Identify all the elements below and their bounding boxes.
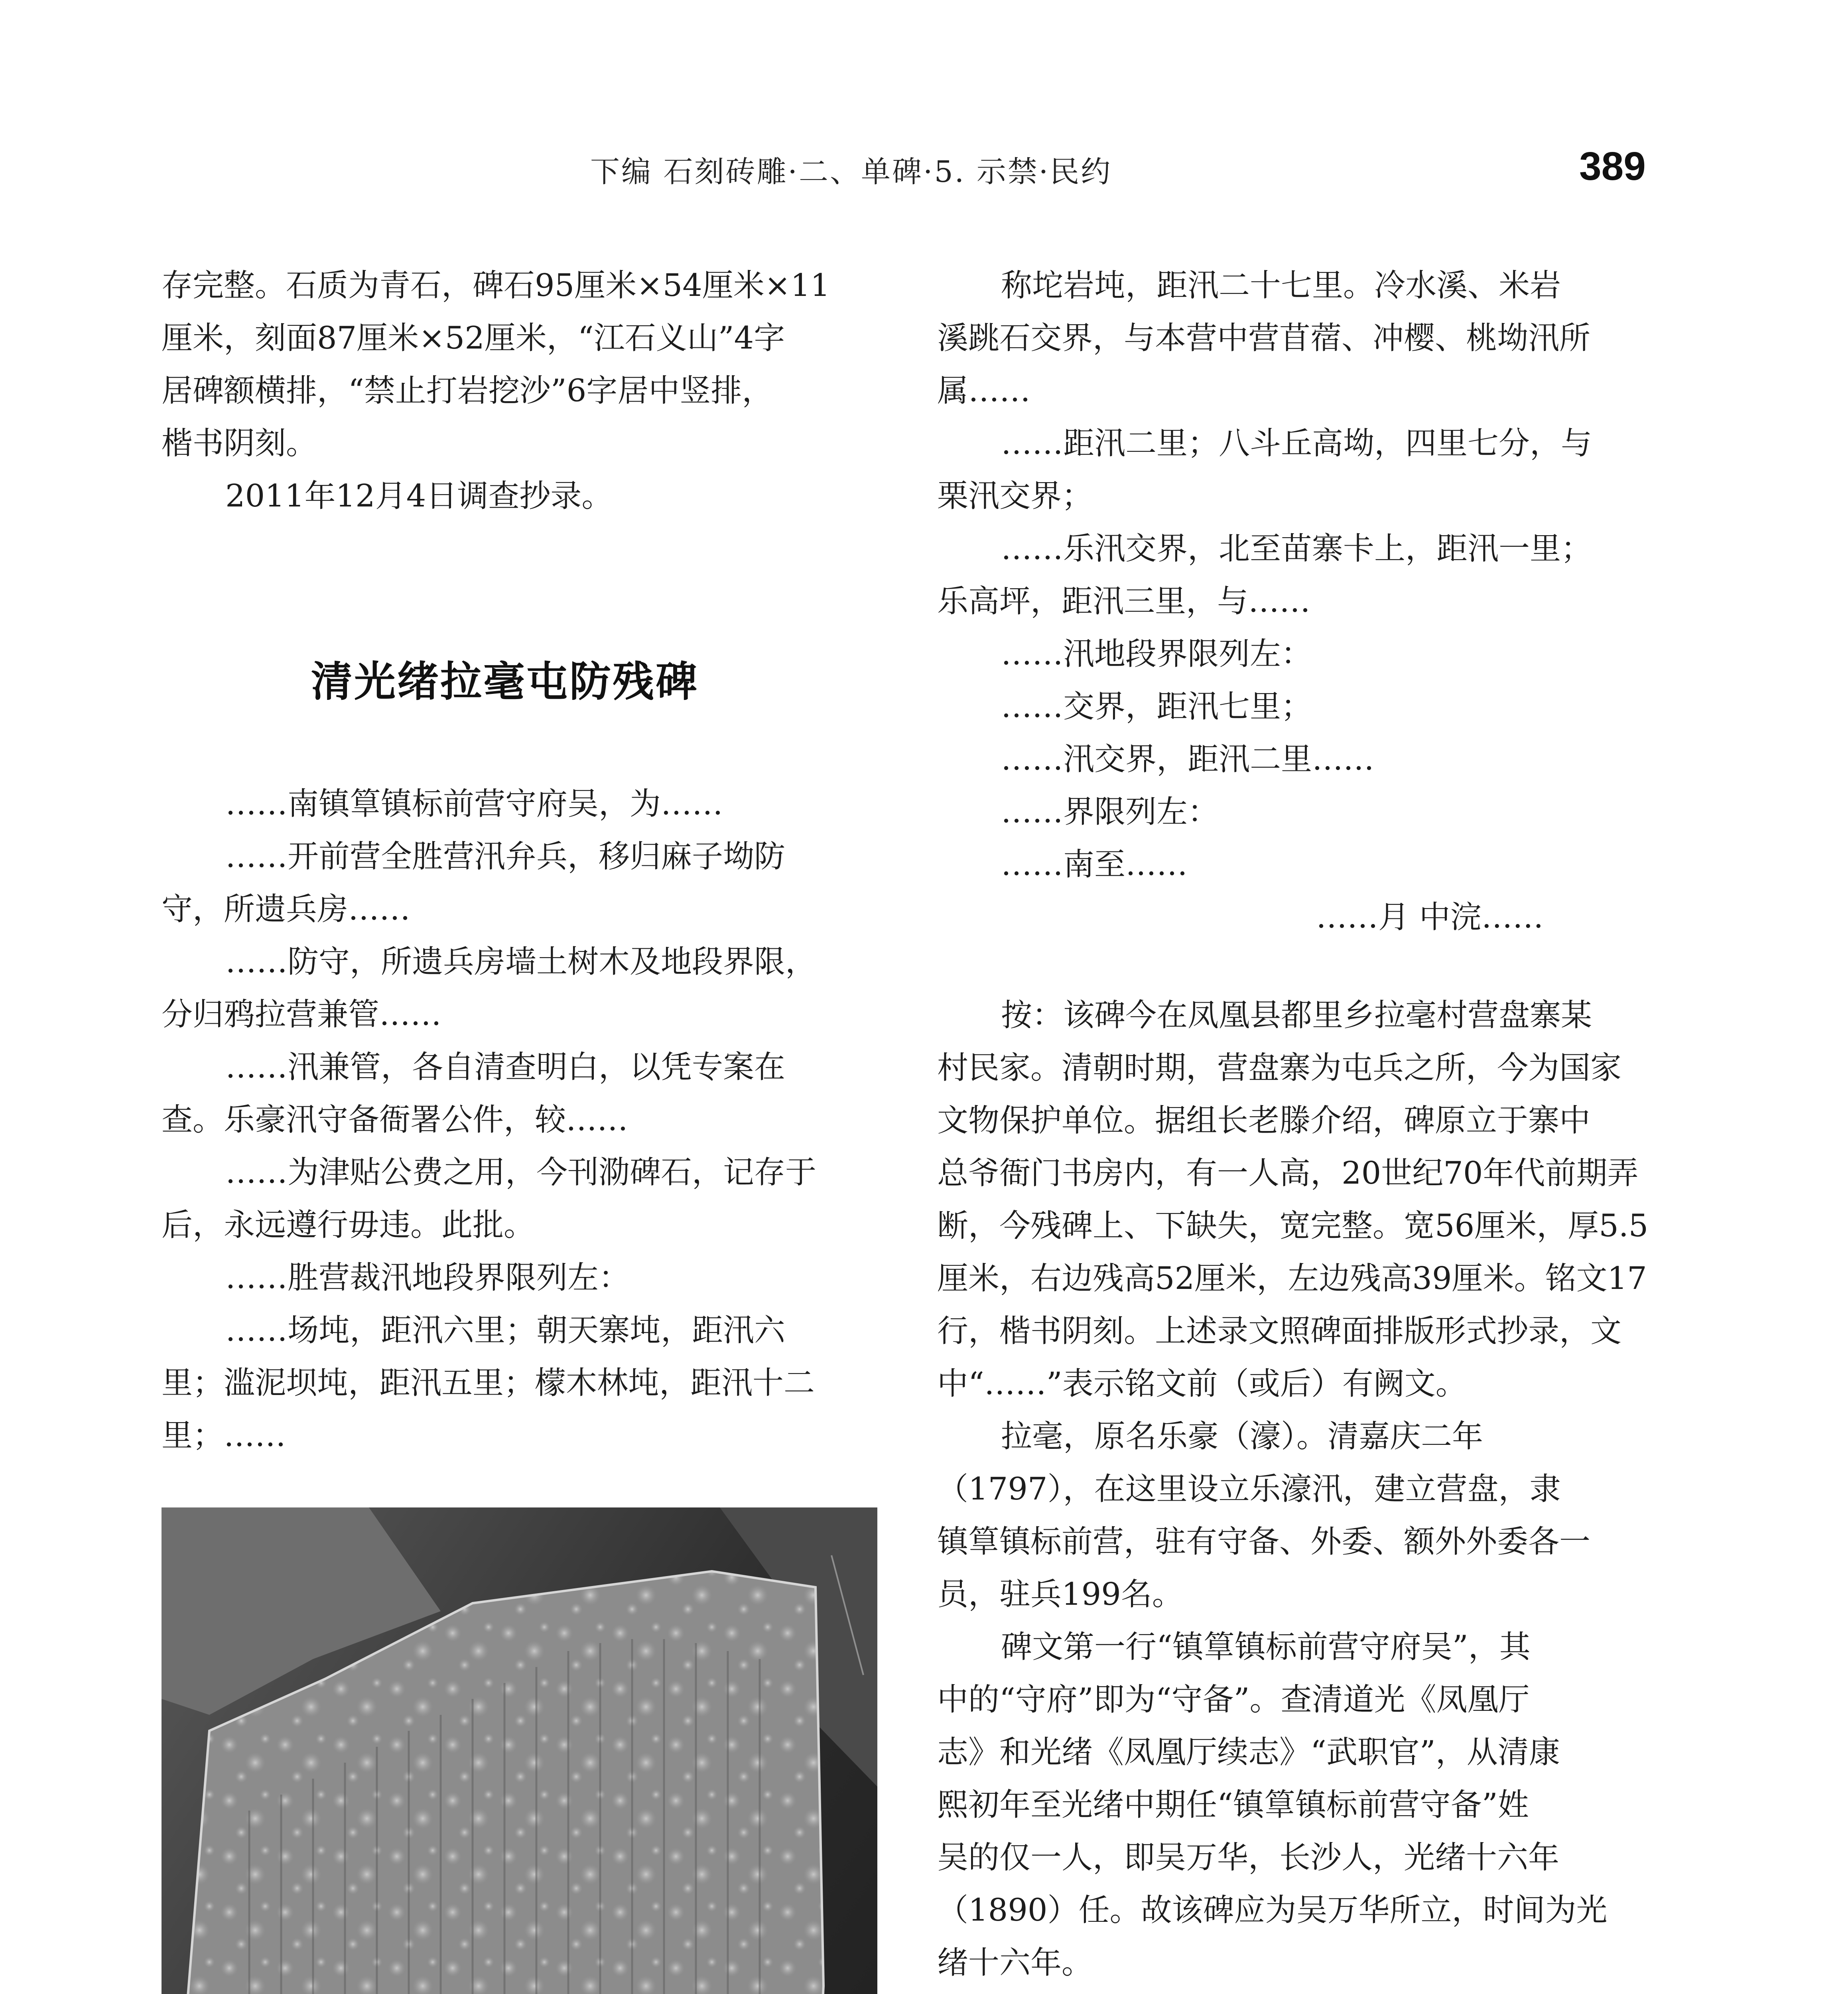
inscription-line: 称坨岩坉，距汛二十七里。冷水溪、米岩 [1001, 268, 1561, 303]
inscription-line: 溪跳石交界，与本营中营苜蓿、冲樱、桃坳汛所 [937, 320, 1591, 356]
inscription-line: ……交界，距汛七里； [1001, 689, 1312, 725]
note-line: 中的“守府”即为“守备”。查清道光《凤凰厅 [937, 1682, 1530, 1718]
inscription-line: ……汛交界，距汛二里…… [1001, 741, 1375, 777]
section-title: 清光绪拉毫屯防残碑 [311, 659, 699, 705]
inscription-line: 分归鸦拉营兼管…… [162, 997, 442, 1032]
inscription-line: 守，所遗兵房…… [162, 891, 411, 927]
page-number: 389 [1579, 144, 1646, 189]
note-line: 中“……”表示铭文前（或后）有阙文。 [937, 1366, 1467, 1402]
note-line: 行，楷书阴刻。上述录文照碑面排版形式抄录，文 [937, 1313, 1622, 1349]
inscription-line: ……汛兼管，各自清查明白，以凭专案在 [225, 1049, 786, 1085]
note-line: 厘米，右边残高52厘米，左边残高39厘米。铭文17 [937, 1261, 1647, 1296]
text-line: 居碑额横排，“禁止打岩挖沙”6字居中竖排， [162, 373, 773, 409]
inscription-line: 乐高坪，距汛三里，与…… [937, 583, 1311, 619]
inscription-line: ……界限列左： [1001, 794, 1219, 830]
note-line: （1890）任。故该碑应为吴万华所立，时间为光 [937, 1892, 1608, 1928]
inscription-line: ……南至…… [1001, 847, 1188, 883]
stele-photo [162, 1507, 877, 1994]
note-line: 文物保护单位。据组长老滕介绍，碑原立于寨中 [937, 1103, 1591, 1139]
inscription-line: ……场坉，距汛六里；朝天寨坉，距汛六 [225, 1312, 786, 1348]
note-line: 按：该碑今在凤凰县都里乡拉毫村营盘寨某 [1001, 997, 1592, 1033]
inscription-line: 后，永远遵行毋违。此批。 [162, 1207, 535, 1243]
inscription-line: ……为津贴公费之用，今刊泐碑石，记存于 [225, 1155, 817, 1190]
inscription-line: 里；滥泥坝坉，距汛五里；檬木林坉，距汛十二 [162, 1365, 815, 1401]
inscription-line: ……开前营全胜营汛弁兵，移归麻子坳防 [225, 839, 786, 875]
record-note: 2011年12月4日调查抄录。 [225, 478, 613, 514]
inscription-line: ……防守，所遗兵房墙土树木及地段界限， [225, 944, 817, 980]
inscription-line: 栗汛交界； [937, 478, 1093, 514]
note-line: 镇筸镇标前营，驻有守备、外委、额外外委各一 [937, 1524, 1591, 1560]
note-line: 总爷衙门书房内，有一人高，20世纪70年代前期弄 [937, 1155, 1639, 1191]
inscription-line: 里；…… [162, 1418, 286, 1454]
note-line: 村民家。清朝时期，营盘寨为屯兵之所，今为国家 [937, 1050, 1622, 1086]
note-line: 员，驻兵199名。 [937, 1576, 1183, 1612]
inscription-line: ……乐汛交界，北至苗寨卡上，距汛一里； [1001, 531, 1592, 567]
note-line: 熙初年至光绪中期任“镇筸镇标前营守备”姓 [937, 1787, 1529, 1823]
note-line: 拉毫，原名乐豪（濠）。清嘉庆二年 [1001, 1419, 1484, 1454]
inscription-date-line: ……月 中浣…… [1316, 899, 1544, 935]
note-line: 吴的仅一人，即吴万华，长沙人，光绪十六年 [937, 1840, 1560, 1876]
text-line: 厘米，刻面87厘米×52厘米，“江石义山”4字 [162, 320, 785, 356]
text-line: 存完整。石质为青石，碑石95厘米×54厘米×11 [162, 268, 830, 303]
note-line: （1797），在这里设立乐濠汛，建立营盘，隶 [937, 1471, 1561, 1507]
note-line: 志》和光绪《凤凰厅续志》“武职官”，从清康 [937, 1734, 1560, 1770]
running-head: 下编 石刻砖雕·二、单碑·5. 示禁·民约 [590, 155, 1112, 189]
inscription-line: ……距汛二里；八斗丘高坳，四里七分，与 [1001, 426, 1592, 461]
inscription-line: 查。乐豪汛守备衙署公件，较…… [162, 1102, 628, 1138]
inscription-line: 属…… [937, 373, 1031, 409]
note-line: 绪十六年。 [937, 1945, 1093, 1981]
note-line: 碑文第一行“镇筸镇标前营守府吴”，其 [1001, 1629, 1531, 1665]
text-line: 楷书阴刻。 [162, 426, 317, 461]
note-line [1001, 1989, 1606, 1994]
inscription-line: ……胜营裁汛地段界限列左： [225, 1260, 630, 1296]
note-line: 断，今残碑上、下缺失，宽完整。宽56厘米，厚5.5 [937, 1208, 1649, 1244]
inscription-line: ……汛地段界限列左： [1001, 636, 1312, 672]
inscription-line: ……南镇筸镇标前营守府吴，为…… [225, 786, 723, 822]
